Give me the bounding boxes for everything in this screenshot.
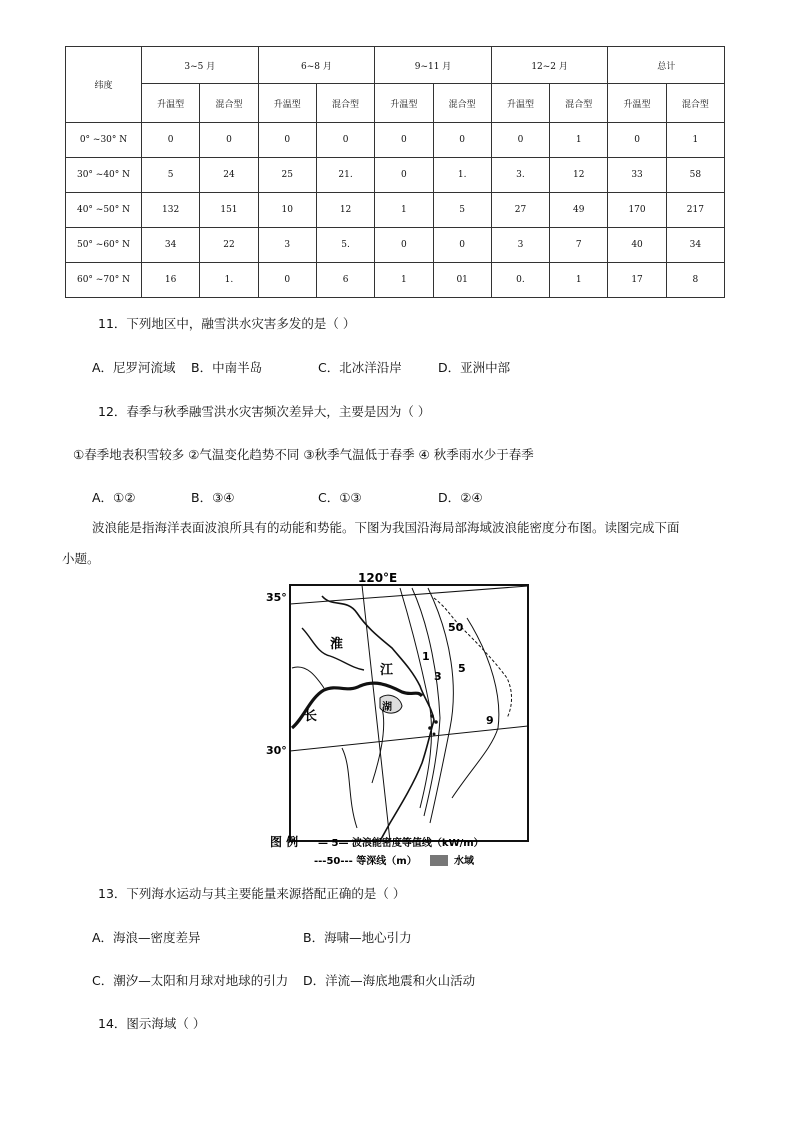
value-cell: 0 xyxy=(142,123,200,158)
option-13-c[interactable]: C．潮汐—太阳和月球对地球的引力 xyxy=(92,973,289,988)
value-cell: 25 xyxy=(258,158,316,193)
value-cell: 0 xyxy=(258,123,316,158)
subheader: 升温型 xyxy=(142,84,200,123)
value-cell: 22 xyxy=(200,228,258,263)
value-cell: 0 xyxy=(375,228,433,263)
subheader: 混合型 xyxy=(666,84,724,123)
value-cell: 0 xyxy=(316,123,374,158)
depth-label-50: 50 xyxy=(448,621,464,634)
value-cell: 0 xyxy=(200,123,258,158)
value-cell: 01 xyxy=(433,263,491,298)
map-svg xyxy=(262,568,534,870)
value-cell: 12 xyxy=(550,158,608,193)
subheader: 混合型 xyxy=(200,84,258,123)
value-cell: 151 xyxy=(200,193,258,228)
value-cell: 5 xyxy=(433,193,491,228)
value-cell: 0 xyxy=(375,123,433,158)
value-cell: 1 xyxy=(550,263,608,298)
value-cell: 1 xyxy=(375,193,433,228)
label-hu: 湖 xyxy=(382,702,392,713)
value-cell: 1 xyxy=(666,123,724,158)
legend-depth: ---50--- 等深线（m） xyxy=(314,856,417,867)
value-cell: 0. xyxy=(491,263,549,298)
value-cell: 1. xyxy=(433,158,491,193)
legend-title: 图 例 xyxy=(270,835,299,849)
value-cell: 27 xyxy=(491,193,549,228)
isoline-label-1: 1 xyxy=(422,650,430,663)
value-cell: 1 xyxy=(375,263,433,298)
table-row xyxy=(66,193,725,228)
lat-cell: 50° ~60° N xyxy=(66,228,142,263)
table-row xyxy=(66,158,725,193)
option-13-d[interactable]: D．洋流—海底地震和火山活动 xyxy=(303,973,476,988)
season-header: 9~11 月 xyxy=(375,47,492,84)
question-14-stem: 14．图示海域（ ） xyxy=(98,1016,206,1031)
legend-water-swatch xyxy=(430,855,448,866)
option-12-a[interactable]: A．①② xyxy=(92,490,136,505)
subheader: 升温型 xyxy=(258,84,316,123)
lat-cell: 40° ~50° N xyxy=(66,193,142,228)
value-cell: 170 xyxy=(608,193,666,228)
value-cell: 5. xyxy=(316,228,374,263)
question-13-stem: 13．下列海水运动与其主要能量来源搭配正确的是（ ） xyxy=(98,886,406,901)
lat-cell: 30° ~40° N xyxy=(66,158,142,193)
label-huai: 淮 xyxy=(330,637,344,652)
value-cell: 16 xyxy=(142,263,200,298)
season-header: 6~8 月 xyxy=(258,47,375,84)
table-row xyxy=(66,123,725,158)
option-13-b[interactable]: B．海啸—地心引力 xyxy=(303,930,412,945)
value-cell: 24 xyxy=(200,158,258,193)
isoline-label-9: 9 xyxy=(486,714,494,727)
value-cell: 3 xyxy=(491,228,549,263)
subheader: 混合型 xyxy=(550,84,608,123)
value-cell: 0 xyxy=(433,228,491,263)
season-header: 总计 xyxy=(608,47,725,84)
option-12-d[interactable]: D．②④ xyxy=(438,490,483,505)
table-row xyxy=(66,228,725,263)
question-11-stem: 11．下列地区中，融雪洪水灾害多发的是（ ） xyxy=(98,316,356,331)
value-cell: 12 xyxy=(316,193,374,228)
island-dot xyxy=(428,726,432,730)
table-row xyxy=(66,263,725,298)
map-frame xyxy=(290,585,528,841)
question-12-statements: ①春季地表积雪较多 ②气温变化趋势不同 ③秋季气温低于春季 ④ 秋季雨水少于春季 xyxy=(73,447,534,462)
option-11-c[interactable]: C．北冰洋沿岸 xyxy=(318,360,402,375)
value-cell: 132 xyxy=(142,193,200,228)
value-cell: 0 xyxy=(375,158,433,193)
value-cell: 1. xyxy=(200,263,258,298)
option-13-a[interactable]: A．海浪—密度差异 xyxy=(92,930,201,945)
value-cell: 0 xyxy=(491,123,549,158)
isoline-label-5: 5 xyxy=(458,662,466,675)
lat-cell: 60° ~70° N xyxy=(66,263,142,298)
subheader: 升温型 xyxy=(491,84,549,123)
value-cell: 217 xyxy=(666,193,724,228)
label-chang: 长 xyxy=(304,709,318,724)
value-cell: 0 xyxy=(433,123,491,158)
lat-label-35: 35° xyxy=(266,591,287,604)
value-cell: 6 xyxy=(316,263,374,298)
value-cell: 7 xyxy=(550,228,608,263)
option-12-b[interactable]: B．③④ xyxy=(191,490,235,505)
island-dot xyxy=(434,720,438,724)
value-cell: 40 xyxy=(608,228,666,263)
subheader: 混合型 xyxy=(433,84,491,123)
subheader: 升温型 xyxy=(375,84,433,123)
season-header: 12~2 月 xyxy=(491,47,608,84)
snowmelt-flood-table xyxy=(65,46,725,298)
value-cell: 3. xyxy=(491,158,549,193)
island-dot xyxy=(433,733,436,736)
value-cell: 17 xyxy=(608,263,666,298)
value-cell: 21. xyxy=(316,158,374,193)
value-cell: 0 xyxy=(258,263,316,298)
legend-water: 水域 xyxy=(454,856,474,867)
value-cell: 8 xyxy=(666,263,724,298)
island-dot xyxy=(430,714,434,718)
value-cell: 34 xyxy=(142,228,200,263)
option-11-d[interactable]: D．亚洲中部 xyxy=(438,360,511,375)
isoline-label-3: 3 xyxy=(434,670,442,683)
subheader: 升温型 xyxy=(608,84,666,123)
value-cell: 49 xyxy=(550,193,608,228)
subheader: 混合型 xyxy=(316,84,374,123)
value-cell: 1 xyxy=(550,123,608,158)
option-12-c[interactable]: C．①③ xyxy=(318,490,362,505)
question-12-stem: 12．春季与秋季融雪洪水灾害频次差异大，主要是因为（ ） xyxy=(98,404,431,419)
intro-line-2: 小题。 xyxy=(62,551,100,566)
lat-cell: 0° ~30° N xyxy=(66,123,142,158)
lon-label: 120°E xyxy=(358,571,398,585)
legend-isoline: — 5— 波浪能密度等值线（kW/m） xyxy=(318,838,484,849)
option-11-a[interactable]: A．尼罗河流域 xyxy=(92,360,176,375)
value-cell: 58 xyxy=(666,158,724,193)
value-cell: 33 xyxy=(608,158,666,193)
intro-line-1: 波浪能是指海洋表面波浪所具有的动能和势能。下图为我国沿海局部海域波浪能密度分布图。读图完成下面 xyxy=(92,520,680,535)
option-11-b[interactable]: B．中南半岛 xyxy=(191,360,263,375)
wave-energy-map xyxy=(262,568,534,870)
value-cell: 10 xyxy=(258,193,316,228)
value-cell: 5 xyxy=(142,158,200,193)
value-cell: 3 xyxy=(258,228,316,263)
value-cell: 0 xyxy=(608,123,666,158)
value-cell: 34 xyxy=(666,228,724,263)
lat-label-30: 30° xyxy=(266,744,287,757)
label-jiang: 江 xyxy=(380,663,394,678)
season-header: 3~5 月 xyxy=(142,47,259,84)
table-corner: 纬度 xyxy=(66,47,142,123)
